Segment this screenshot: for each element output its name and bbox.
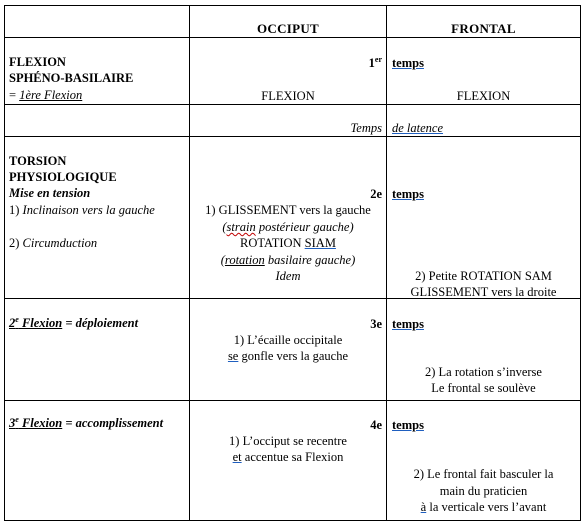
- row-divider: [4, 104, 581, 105]
- row2-title-line2: PHYSIOLOGIQUE: [9, 170, 117, 184]
- row3-frontal-line1: 2) La rotation s’inverse: [425, 365, 542, 379]
- row2-occiput-line2: (strain postérieur gauche): [222, 220, 354, 234]
- table-border-left: [4, 5, 5, 521]
- row1-occiput-value: FLEXION: [261, 89, 315, 103]
- row1-step-number: 1er: [368, 55, 382, 70]
- table-border-bottom: [4, 520, 581, 521]
- row1-temps: temps: [392, 56, 424, 70]
- row4-occiput-line1: 1) L’occiput se recentre: [229, 434, 347, 448]
- row2-item2: 2) Circumduction: [9, 236, 98, 250]
- row1-title-line1: FLEXION: [9, 55, 66, 69]
- header-occiput: OCCIPUT: [256, 21, 320, 36]
- row2-title-line1: TORSION: [9, 154, 67, 168]
- row3-step-number: 3e: [370, 317, 382, 331]
- row-divider: [4, 400, 581, 401]
- row4-title: 3e Flexion = accomplissement: [9, 415, 164, 430]
- row4-occiput-line2: et accentue sa Flexion: [232, 450, 344, 464]
- row4-temps: temps: [392, 418, 424, 432]
- row2-occiput-line1: 1) GLISSEMENT vers la gauche: [205, 203, 371, 217]
- table-border-top: [4, 5, 581, 6]
- row4-step-number: 4e: [370, 418, 382, 432]
- row3-frontal-line2: Le frontal se soulève: [431, 381, 536, 395]
- row2-item1: 1) Inclinaison vers la gauche: [9, 203, 155, 217]
- row1-subtitle: = 1ère Flexion: [9, 88, 83, 102]
- row1-frontal-value: FLEXION: [456, 89, 511, 103]
- row3-temps: temps: [392, 317, 424, 331]
- row2-occiput-line5: Idem: [275, 269, 301, 283]
- row2-occiput-line3: ROTATION SIAM: [240, 236, 336, 250]
- row1-title-line2: SPHÉNO-BASILAIRE: [9, 71, 134, 85]
- latency-label: de latence: [392, 121, 444, 135]
- column-divider: [386, 5, 387, 521]
- row-divider: [4, 136, 581, 137]
- table-border-right: [580, 5, 581, 521]
- row2-frontal-line1: 2) Petite ROTATION SAM: [415, 269, 552, 283]
- row2-temps: temps: [392, 187, 424, 201]
- row3-occiput-line1: 1) L’écaille occipitale: [233, 333, 343, 347]
- row2-occiput-line4: (rotation basilaire gauche): [220, 253, 356, 267]
- header-frontal: FRONTAL: [451, 21, 516, 36]
- row3-occiput-line2: se gonfle vers la gauche: [227, 349, 349, 363]
- row4-frontal-line2: main du praticien: [439, 484, 528, 498]
- row3-title: 2e Flexion = déploiement: [9, 315, 139, 330]
- row4-frontal-line1: 2) Le frontal fait basculer la: [413, 467, 554, 481]
- row2-subtitle: Mise en tension: [9, 186, 91, 200]
- row-divider: [4, 37, 581, 38]
- latency-temps: Temps: [350, 121, 382, 135]
- row2-step-number: 2e: [370, 187, 382, 201]
- row2-frontal-line2: GLISSEMENT vers la droite: [410, 285, 557, 299]
- row4-frontal-line3: à la verticale vers l’avant: [420, 500, 547, 514]
